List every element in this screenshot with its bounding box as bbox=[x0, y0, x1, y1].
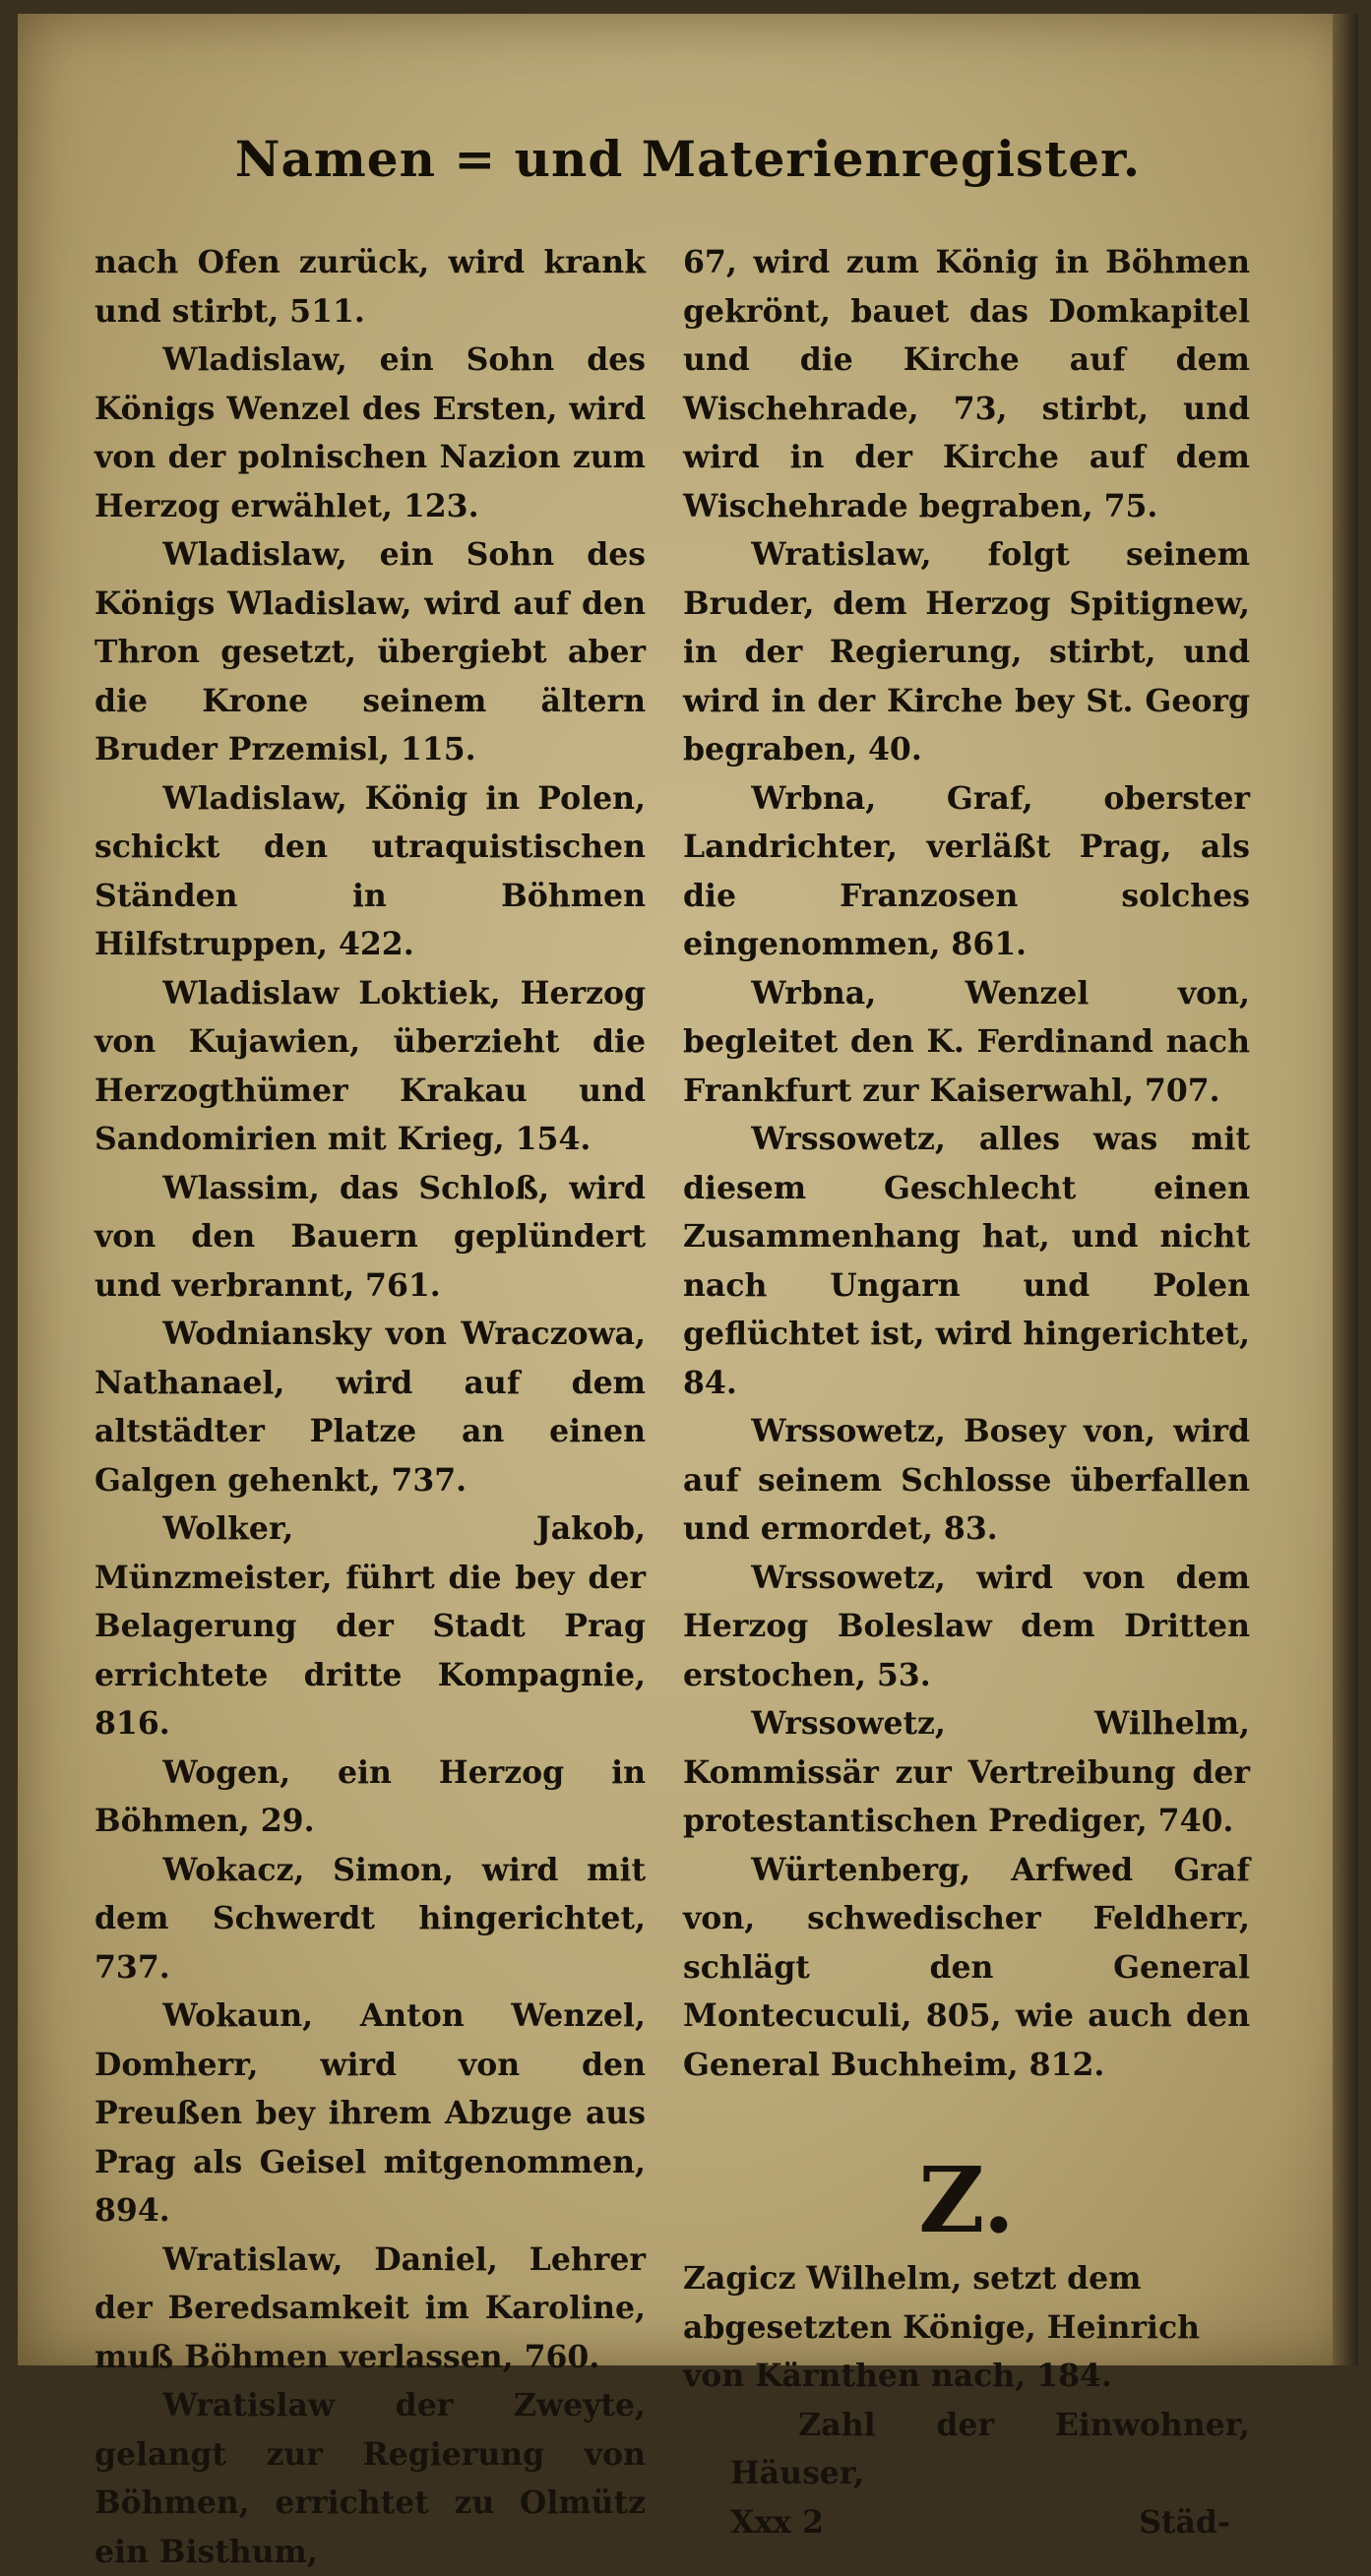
index-entry: Zahl der Einwohner, Häuser, bbox=[730, 2406, 1250, 2491]
index-entry: Wladislaw Loktiek, Herzog von Kujawien, überzieht die Herzogthümer Krakau und Sandomirien mit Krieg, 154. bbox=[94, 974, 646, 1157]
index-entry: Wogen, ein Herzog in Böhmen, 29. bbox=[94, 1753, 646, 1839]
index-entry: Wladislaw, ein Sohn des Königs Wladislaw, wird auf den Thron gesetzt, übergiebt aber die Krone seinem ältern Bruder Przemisl, 115. bbox=[94, 536, 646, 767]
right-column bbox=[683, 238, 1250, 2546]
index-entry-continuation: 67, wird zum König in Böhmen gekrönt, bauet das Domkapitel und die Kirche auf dem Wischehrade, 73, stirbt, und wird in der Kirche auf dem Wischehrade begraben, 75. bbox=[683, 244, 1250, 524]
index-entry: Wladislaw, König in Polen, schickt den utraquistischen Ständen in Böhmen Hilfstruppen, 422. bbox=[94, 779, 646, 962]
index-entry: Wratislaw, Daniel, Lehrer der Beredsamkeit im Karoline, muß Böhmen verlassen, 760. bbox=[94, 2240, 646, 2375]
section-letter: Z. bbox=[918, 2147, 1015, 2253]
index-entry: Wokacz, Simon, wird mit dem Schwerdt hingerichtet, 737. bbox=[94, 1851, 646, 1986]
book-spine-edge bbox=[1333, 14, 1358, 2365]
index-entry: Wrssowetz, wird von dem Herzog Boleslaw dem Dritten erstochen, 53. bbox=[683, 1559, 1250, 1693]
page-footer bbox=[683, 2498, 1250, 2547]
book-page bbox=[18, 14, 1358, 2570]
index-entry: Wrbna, Wenzel von, begleitet den K. Ferdinand nach Frankfurt zur Kaiserwahl, 707. bbox=[683, 974, 1250, 1109]
signature-mark: Xxx 2 bbox=[730, 2503, 824, 2541]
catchword: Städ- bbox=[1139, 2503, 1230, 2541]
index-entry: Wokaun, Anton Wenzel, Domherr, wird von den Preußen bey ihrem Abzuge aus Prag als Geisel mitgenommen, 894. bbox=[94, 1997, 646, 2229]
index-entry: Wrssowetz, Bosey von, wird auf seinem Schlosse überfallen und ermordet, 83. bbox=[683, 1413, 1250, 1547]
index-entry: Würtenberg, Arfwed Graf von, schwedischer Feldherr, schlägt den General Montecuculi, 805, wie auch den General Buchheim, 812. bbox=[683, 1851, 1250, 2083]
index-entry: Wolker, Jakob, Münzmeister, führt die bey der Belagerung der Stadt Prag errichtete dritte Kompagnie, 816. bbox=[94, 1510, 646, 1742]
index-entry: Wrbna, Graf, oberster Landrichter, verläßt Prag, als die Franzosen solches eingenommen, 861. bbox=[683, 779, 1250, 962]
index-entry: Wratislaw der Zweyte, gelangt zur Regierung von Böhmen, errichtet zu Olmütz ein Bisthum, bbox=[94, 2387, 646, 2570]
left-column bbox=[94, 238, 646, 2576]
index-entry: Wodniansky von Wraczowa, Nathanael, wird auf dem altstädter Platze an einen Galgen gehenkt, 737. bbox=[94, 1316, 646, 1499]
index-entry: Wrssowetz, Wilhelm, Kommissär zur Vertreibung der protestantischen Prediger, 740. bbox=[683, 1705, 1250, 1839]
page-header: Namen = und Materienregister. bbox=[234, 130, 1142, 188]
index-entry: Zagicz Wilhelm, setzt dem abgesetzten Könige, Heinrich von Kärnthen nach, 184. bbox=[683, 2260, 1201, 2394]
index-entry: Wlassim, das Schloß, wird von den Bauern geplündert und verbrannt, 761. bbox=[94, 1169, 646, 1304]
index-entry: Wladislaw, ein Sohn des Königs Wenzel des Ersten, wird von der polnischen Nazion zum Herzog erwählet, 123. bbox=[94, 341, 646, 524]
index-entry: Wratislaw, folgt seinem Bruder, dem Herzog Spitignew, in der Regierung, stirbt, und wird in der Kirche bey St. Georg begraben, 40. bbox=[683, 536, 1250, 767]
index-entry-continuation: nach Ofen zurück, wird krank und stirbt, 511. bbox=[94, 244, 646, 330]
index-entry: Wrssowetz, alles was mit diesem Geschlecht einen Zusammenhang hat, und nicht nach Ungarn und Polen geflüchtet ist, wird hingerichtet, 84. bbox=[683, 1121, 1250, 1401]
